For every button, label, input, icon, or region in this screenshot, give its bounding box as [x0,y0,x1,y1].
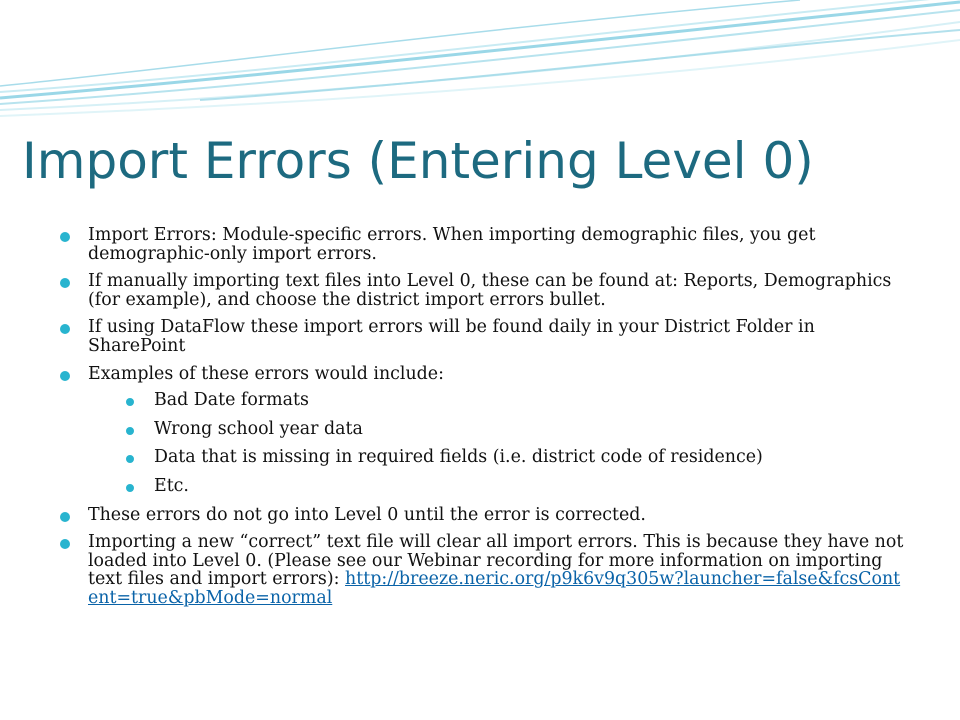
bullet-item [60,365,908,496]
bullet-text: If manually importing text files into Level 0, these can be found at: Reports, Demographics (for example), and choose the district import errors bullet. [88,271,892,310]
slide-title: Import Errors (Entering Level 0) [22,132,814,190]
sub-bullet-item [126,477,908,496]
bullet-text: Examples of these errors would include: [88,363,444,384]
header-wave-decoration [0,0,960,120]
bullet-item [60,506,908,525]
bullet-text: These errors do not go into Level 0 until the error is corrected. [88,504,646,525]
bullet-text: If using DataFlow these import errors will be found daily in your District Folder in SharePoint [88,317,815,356]
slide-body [60,226,908,617]
sub-bullet-text: Etc. [154,475,189,496]
bullet-item [60,272,908,309]
bullet-item [60,533,908,607]
sub-bullet-text: Wrong school year data [154,418,363,439]
bullet-list [60,226,908,608]
sub-bullet-item [126,391,908,410]
bullet-text: Import Errors: Module-specific errors. When importing demographic files, you get demographic-only import errors. [88,225,816,264]
bullet-item [60,226,908,263]
sub-bullet-item [126,420,908,439]
bullet-item [60,318,908,355]
bullet-text: Importing a new “correct” text file will clear all import errors. This is because they have not loaded into Level 0. (Please see our Webinar recording for more information on importing text files and import errors): [88,532,904,590]
sub-bullet-item [126,448,908,467]
webinar-link[interactable]: http://breeze.neric.org/p9k6v9q305w?launcher=false&fcsContent=true&pbMode=normal [88,569,901,608]
sub-bullet-text: Data that is missing in required fields (i.e. district code of residence) [154,447,763,468]
sub-bullet-list [88,391,908,495]
sub-bullet-text: Bad Date formats [154,390,309,411]
